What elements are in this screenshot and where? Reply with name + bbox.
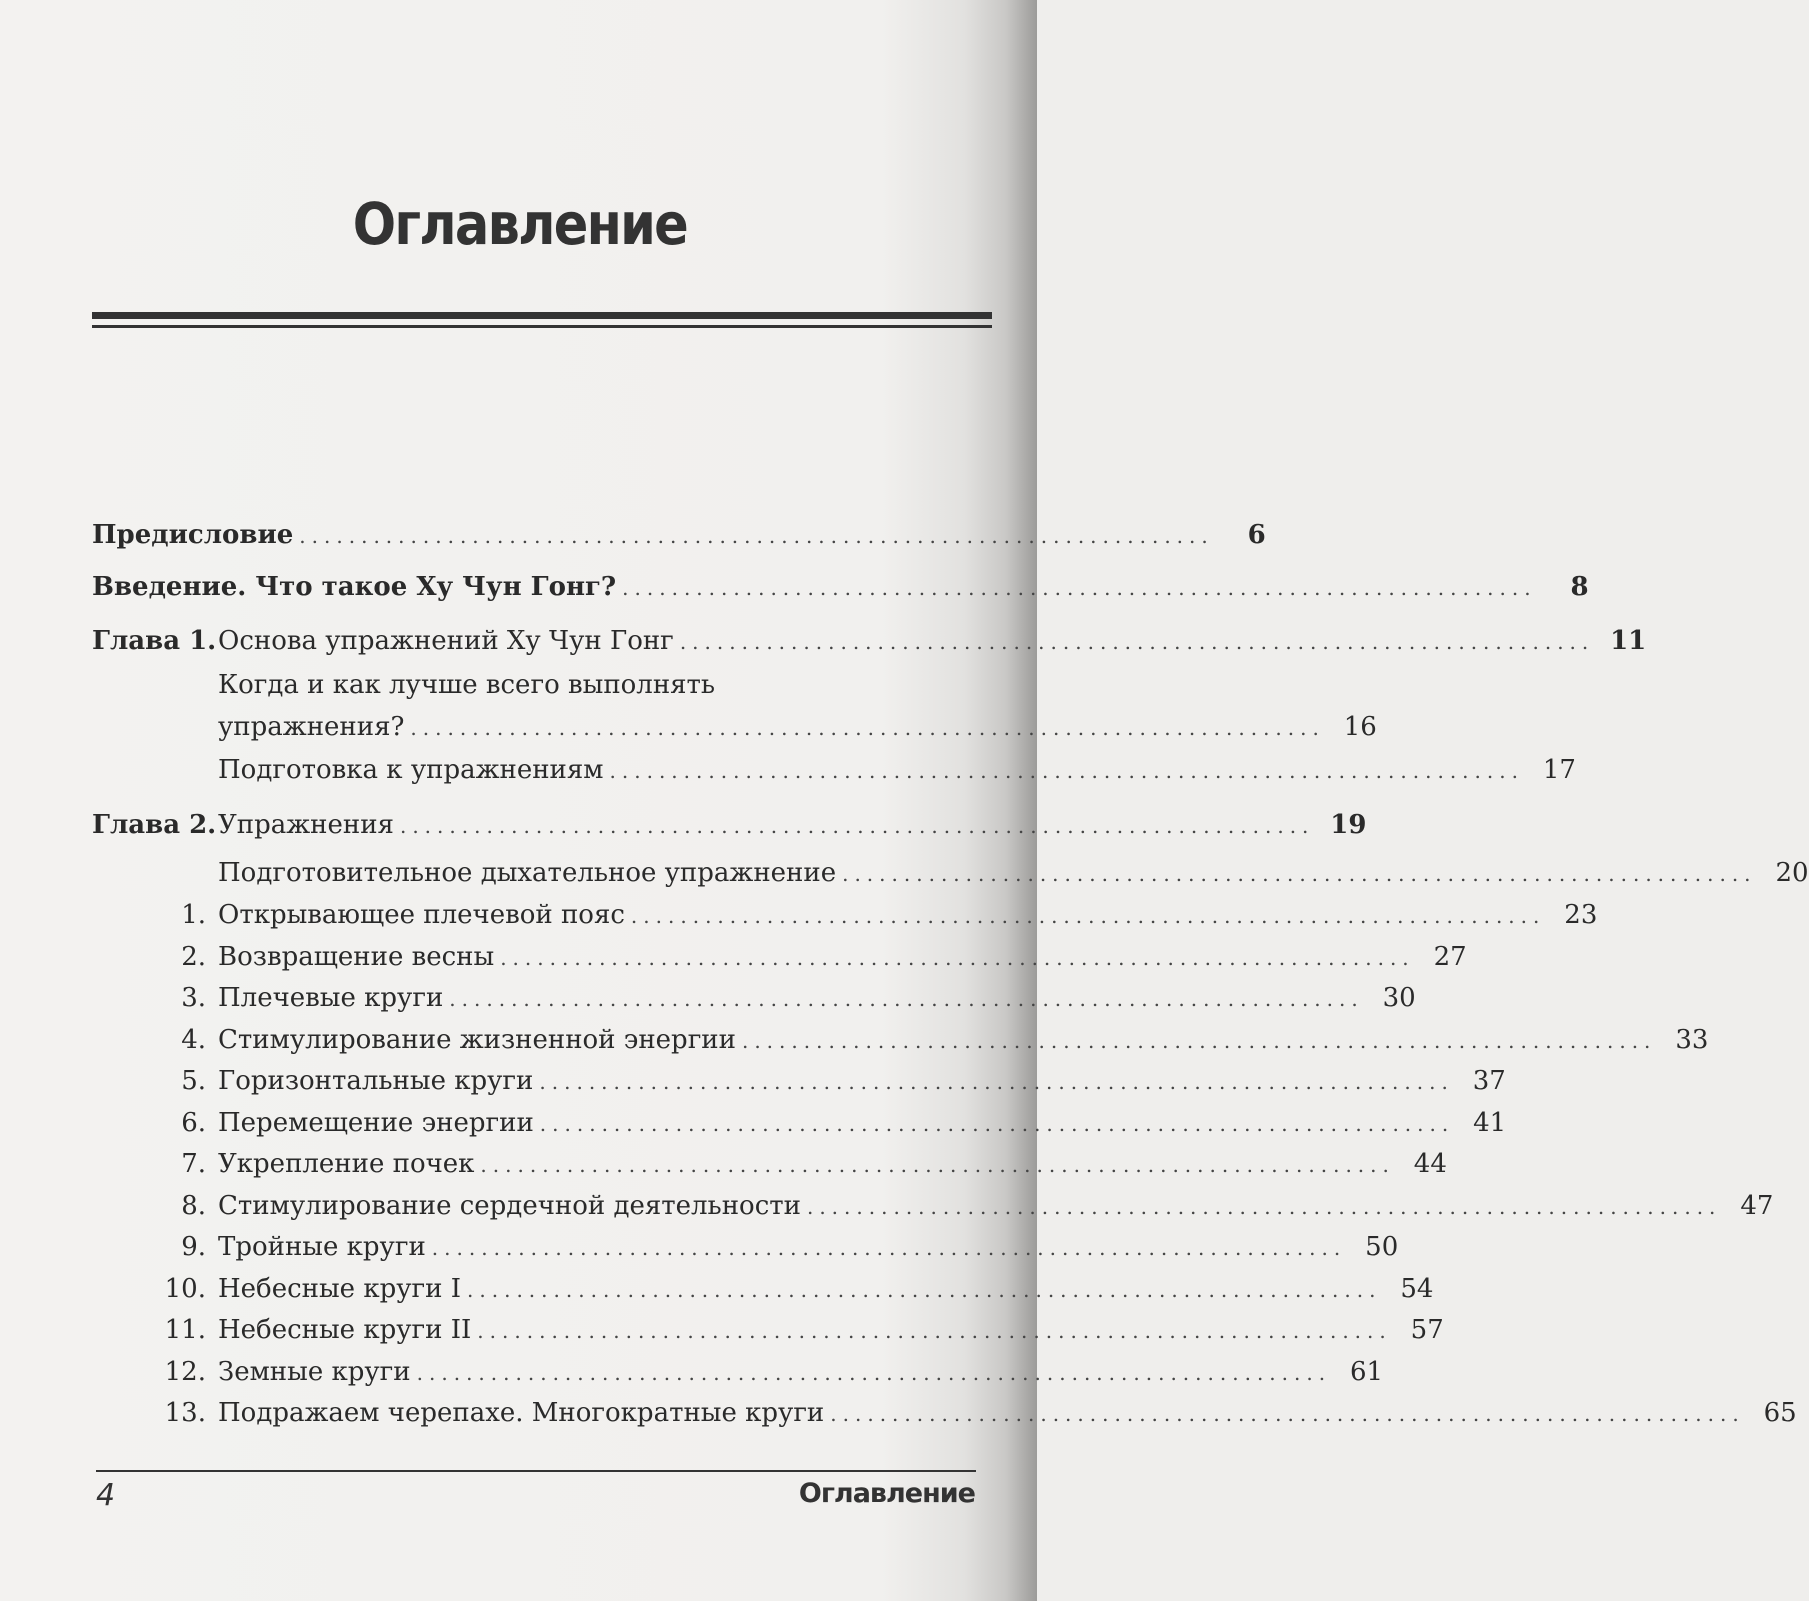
toc-entry-intro[interactable] (92, 562, 1589, 602)
toc-page-number: 41 (1473, 1107, 1507, 1138)
exercise-number: 1. (181, 900, 206, 930)
toc-page-number: 54 (1400, 1273, 1434, 1304)
leader-dots: .......................................................................... (416, 1360, 1332, 1385)
leader-dots: .......................................................................... (679, 630, 1595, 654)
toc-entry-label: Подражаем черепахе. Многократные круги (218, 1398, 825, 1428)
exercise-number: 6. (181, 1107, 206, 1138)
toc-page-number: 19 (1330, 810, 1367, 840)
toc-page-number: 57 (1410, 1315, 1444, 1345)
leader-dots: .......................................................................... (410, 716, 1325, 740)
leader-dots: .......................................................................... (431, 1236, 1347, 1260)
toc-page-number: 17 (1542, 755, 1576, 785)
toc-page-number: 37 (1472, 1066, 1506, 1096)
toc-entry-exercise[interactable] (92, 1347, 1384, 1387)
toc-entry-label: Введение. Что такое Ху Чун Гонг? (92, 572, 617, 602)
toc-entry-label: Открывающее плечевой пояс (218, 900, 625, 930)
leader-dots: .......................................................................... (609, 759, 1524, 783)
toc-page-number: 44 (1413, 1149, 1447, 1179)
leader-dots: .......................................................................... (299, 524, 1214, 548)
leader-dots: .......................................................................... (500, 945, 1415, 970)
toc-entry-exercise[interactable] (92, 932, 1467, 972)
toc-entry-chapter-1[interactable] (92, 616, 1647, 656)
leader-dots: .......................................................................... (399, 814, 1315, 838)
toc-entry-label: Стимулирование жизненной энергии (218, 1024, 736, 1055)
chapter-lead: Глава 2. (92, 810, 217, 840)
toc-entry-label: Подготовительное дыхательное упражнение (218, 858, 837, 888)
leader-dots: .......................................................................... (477, 1319, 1392, 1343)
toc-entry-exercise[interactable] (92, 1388, 1797, 1428)
toc-entry-exercise[interactable] (92, 973, 1416, 1013)
toc-entry-label: Возвращение весны (218, 941, 495, 972)
toc-entry-label: Основа упражнений Ху Чун Гонг (218, 626, 674, 656)
footer-running-title: Оглавление (798, 1478, 975, 1509)
exercise-number: 11. (164, 1315, 206, 1345)
toc-page-number: 61 (1350, 1356, 1384, 1387)
toc-page-number: 20 (1775, 858, 1809, 888)
leader-dots: .......................................................................... (539, 1111, 1455, 1136)
toc-entry-label: Предисловие (92, 520, 294, 550)
toc-entry-breathing-prep[interactable] (92, 848, 1809, 888)
exercise-number: 8. (181, 1190, 206, 1221)
toc-page-number: 50 (1365, 1232, 1399, 1262)
toc-entry-exercise[interactable] (92, 1056, 1506, 1096)
toc-entry-label: Тройные круги (218, 1232, 426, 1262)
leader-dots: .......................................................................... (630, 904, 1546, 928)
leader-dots: .......................................................................... (622, 576, 1537, 600)
toc-entry-exercise[interactable] (92, 1015, 1709, 1055)
toc-page-number: 27 (1433, 941, 1467, 972)
toc-entry-exercise[interactable] (92, 890, 1598, 930)
toc-entry-label: Перемещение энергии (218, 1107, 534, 1138)
toc-page-number: 16 (1343, 712, 1377, 742)
exercise-number: 4. (181, 1024, 206, 1055)
leader-dots: .......................................................................... (830, 1402, 1745, 1426)
toc-page-number: 23 (1564, 900, 1598, 930)
leader-dots: .......................................................................... (480, 1153, 1395, 1177)
toc-page-number: 65 (1763, 1398, 1797, 1428)
leader-dots: .......................................................................... (539, 1070, 1454, 1094)
toc-entry-label: Горизонтальные круги (218, 1066, 534, 1096)
toc-entry-label: Стимулирование сердечной деятельности (218, 1190, 801, 1221)
footer-rule (96, 1470, 976, 1472)
toc-entry-label-line1[interactable]: Когда и как лучше всего выполнять (218, 670, 716, 700)
toc-page-number: 8 (1570, 572, 1589, 602)
toc-entry-exercise[interactable] (92, 1305, 1444, 1345)
toc-page-number: 33 (1675, 1024, 1709, 1055)
leader-dots: .......................................................................... (842, 862, 1757, 886)
toc-entry-chapter-2[interactable] (92, 800, 1367, 840)
exercise-number: 3. (181, 983, 206, 1013)
exercise-number: 7. (181, 1149, 206, 1179)
toc-page-number: 30 (1382, 983, 1416, 1013)
toc-entry-exercise[interactable] (92, 1098, 1507, 1138)
toc-entry-preparation[interactable] (92, 745, 1576, 785)
toc-page-number: 47 (1740, 1190, 1774, 1221)
toc-entry-exercise[interactable] (92, 1181, 1774, 1221)
toc-entry-preface[interactable] (92, 510, 1266, 550)
toc-entry-label: Небесные круги I (218, 1273, 462, 1304)
toc-entry-exercise[interactable] (92, 1139, 1447, 1179)
exercise-number: 9. (181, 1232, 206, 1262)
leader-dots: .......................................................................... (467, 1277, 1382, 1302)
toc-page-number: 11 (1610, 626, 1647, 656)
toc-entry-label: Небесные круги II (218, 1315, 472, 1345)
toc-entry-exercise[interactable] (92, 1222, 1399, 1262)
leader-dots: .......................................................................... (741, 1028, 1657, 1053)
toc-entry-label: Подготовка к упражнениям (218, 755, 604, 785)
toc-entry-label: Упражнения (218, 810, 394, 840)
exercise-number: 5. (181, 1066, 206, 1096)
exercise-number: 10. (164, 1273, 206, 1304)
footer-page-number: 4 (96, 1478, 116, 1513)
toc-entry-when-how[interactable] (92, 702, 1377, 742)
leader-dots: .......................................................................... (806, 1194, 1722, 1219)
exercise-number: 13. (164, 1398, 206, 1428)
toc-entry-label: Укрепление почек (218, 1149, 475, 1179)
page-title: Оглавление (352, 190, 687, 258)
chapter-lead: Глава 1. (92, 626, 217, 656)
toc-page-number: 6 (1247, 520, 1266, 550)
toc-entry-label: Плечевые круги (218, 983, 444, 1013)
leader-dots: .......................................................................... (449, 987, 1364, 1011)
toc-entry-label: Земные круги (218, 1356, 411, 1387)
toc-entry-label: упражнения? (218, 712, 405, 742)
exercise-number: 12. (164, 1356, 206, 1387)
toc-entry-exercise[interactable] (92, 1264, 1434, 1304)
exercise-number: 2. (181, 941, 206, 972)
